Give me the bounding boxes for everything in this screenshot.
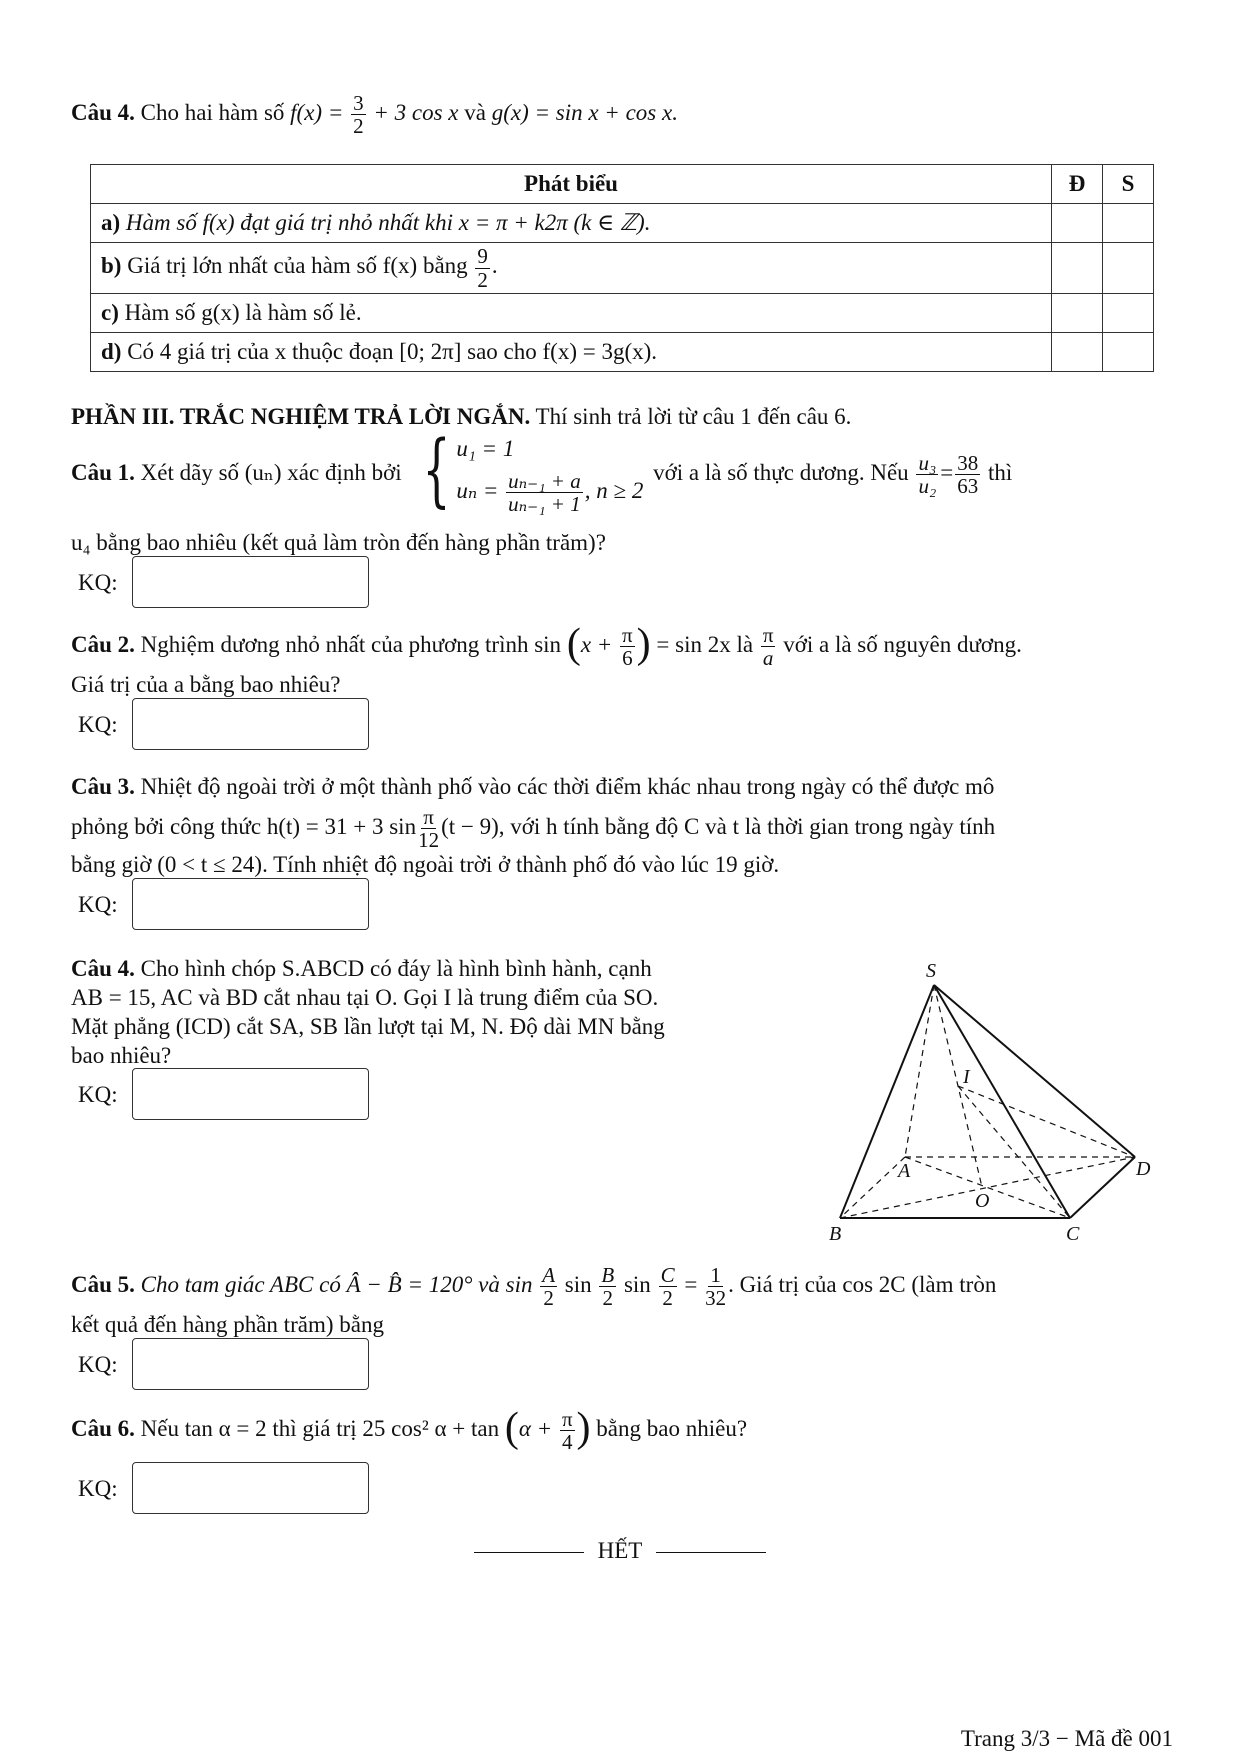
- label-O: O: [975, 1190, 990, 1212]
- q3-line1: Câu 3. Nhiệt độ ngoài trời ở một thành phố vào các thời điểm khác nhau trong ngày có thể được mô: [71, 774, 995, 799]
- q5-line2: kết quả đến hàng phần trăm) bằng: [71, 1312, 384, 1337]
- q5-answer-box[interactable]: [132, 1338, 369, 1390]
- q6-label: Câu 6.: [71, 1415, 135, 1441]
- edge-SC: [934, 985, 1070, 1218]
- q4-answer-box[interactable]: [132, 1068, 369, 1120]
- header-true: Đ: [1052, 165, 1103, 204]
- kq-label: KQ:: [78, 1082, 118, 1107]
- q1-statement: Câu 1. Xét dãy số (uₙ) xác định bởi { u₁ = 1 uₙ = $\frac{\text{uₙ₋₁ + a}}{\text{uₙ₋₁ + 1}}$ , n ≥ 2 với a là số thực dương. Nếu $\frac{\text{u₃}}{\text{u₂}}$ = $\frac{38}{63}$ thì: [71, 423, 1013, 517]
- header-false: S: [1103, 165, 1154, 204]
- f-definition: f(x) =: [290, 99, 344, 125]
- q4-text: Cho hai hàm số: [140, 99, 285, 125]
- q2-answer: [78, 710, 118, 740]
- table-row: [91, 204, 1154, 243]
- q1-answer: [78, 568, 118, 598]
- part3-title: PHẦN III. TRẮC NGHIỆM TRẢ LỜI NGẮN.: [71, 404, 531, 429]
- label-B: B: [829, 1223, 842, 1245]
- ratio-u3-u2: $\frac{\text{u₃}}{\text{u₂}}$: [918, 450, 937, 498]
- edge-SA: [905, 985, 934, 1157]
- pyramid-figure: [820, 955, 1160, 1255]
- statement-d: d) Có 4 giá trị của x thuộc đoạn [0; 2π] sao cho f(x) = 3g(x).: [91, 333, 1052, 372]
- table-header-row: [91, 165, 1154, 204]
- edge-AB: [840, 1157, 905, 1218]
- q4-line1: Câu 4. Cho hình chóp S.ABCD có đáy là hình bình hành, cạnh: [71, 956, 652, 981]
- q5-statement: Câu 5. Cho tam giác ABC có Â − B̂ = 120° và sin $\frac{A}{2}$ sin $\frac{B}{2}$ sin $\frac{C}{2}$ = $\frac{1}{32}$ . Giá trị của cos 2C (làm tròn: [71, 1263, 997, 1311]
- q5-label: Câu 5.: [71, 1271, 135, 1297]
- statement-a: a) Hàm số f(x) đạt giá trị nhỏ nhất khi x = π + k2π (k ∈ ℤ).: [91, 204, 1052, 243]
- label-C: C: [1066, 1223, 1080, 1245]
- checkbox-a-false[interactable]: [1103, 204, 1154, 243]
- part3-header: [71, 402, 1171, 432]
- fraction-3-2: $\frac{3}{2}$: [353, 91, 364, 139]
- label-I: I: [963, 1066, 970, 1088]
- q6-statement: Câu 6. Nếu tan α = 2 thì giá trị 25 cos² α + tan (α + $\frac{\pi}{4}$ ) bằng bao nhiêu?: [71, 1404, 748, 1455]
- q1-answer-box[interactable]: [132, 556, 369, 608]
- q5-answer: [78, 1350, 118, 1380]
- q2-statement: Câu 2. Nghiệm dương nhỏ nhất của phương trình sin (x + $\frac{\pi}{6}$ ) = sin 2x là $\frac{\pi}{a}$ với a là số nguyên dương.: [71, 620, 1022, 671]
- checkbox-c-true[interactable]: [1052, 294, 1103, 333]
- q4-label: Câu 4.: [71, 956, 135, 981]
- q3-answer: [78, 890, 118, 920]
- kq-label: KQ:: [78, 712, 118, 737]
- label-A: A: [898, 1160, 911, 1182]
- and-word: và: [464, 99, 486, 125]
- kq-label: KQ:: [78, 1352, 118, 1377]
- end-rule-left: [474, 1552, 584, 1553]
- fraction-38-63: $\frac{38}{63}$: [957, 450, 979, 498]
- q6-answer: [78, 1474, 118, 1504]
- f-definition-tail: + 3 cos x: [373, 99, 459, 125]
- checkbox-b-false[interactable]: [1103, 243, 1154, 294]
- checkbox-b-true[interactable]: [1052, 243, 1103, 294]
- checkbox-c-false[interactable]: [1103, 294, 1154, 333]
- q4-line3: Mặt phẳng (ICD) cắt SA, SB lần lượt tại M, N. Độ dài MN bằng: [71, 1014, 665, 1039]
- statement-c: c) Hàm số g(x) là hàm số lẻ.: [91, 294, 1052, 333]
- q3-answer-box[interactable]: [132, 878, 369, 930]
- q1-text-b: với a là số thực dương. Nếu: [653, 459, 909, 485]
- kq-label: KQ:: [78, 570, 118, 595]
- q2-label: Câu 2.: [71, 631, 135, 657]
- q2-line2: Giá trị của a bằng bao nhiêu?: [71, 672, 341, 697]
- q1-line2: u₄ bằng bao nhiêu (kết quả làm tròn đến hàng phần trăm)?: [71, 530, 606, 555]
- part3-instruction: Thí sinh trả lời từ câu 1 đến câu 6.: [535, 404, 852, 429]
- sequence-system: { u₁ = 1 uₙ = $\frac{\text{uₙ₋₁ + a}}{\text{uₙ₋₁ + 1}}$ , n ≥ 2: [422, 423, 644, 517]
- checkbox-a-true[interactable]: [1052, 204, 1103, 243]
- page-footer: Trang 3/3 − Mã đề 001: [960, 1726, 1173, 1751]
- q4-line2: AB = 15, AC và BD cắt nhau tại O. Gọi I là trung điểm của SO.: [71, 985, 659, 1010]
- q4-line4: bao nhiêu?: [71, 1043, 172, 1068]
- table-row: [91, 333, 1154, 372]
- q1-text-c: thì: [987, 459, 1013, 485]
- kq-label: KQ:: [78, 1476, 118, 1501]
- checkbox-d-false[interactable]: [1103, 333, 1154, 372]
- end-marker: [0, 1536, 1240, 1566]
- table-row: [91, 243, 1154, 294]
- q4-statement: [71, 92, 1171, 137]
- end-rule-right: [656, 1552, 766, 1553]
- g-definition: g(x) = sin x + cos x.: [491, 99, 678, 125]
- label-S: S: [926, 960, 936, 982]
- q4-label: Câu 4.: [71, 99, 135, 125]
- line-ID: [958, 1086, 1135, 1157]
- q3-label: Câu 3.: [71, 774, 135, 799]
- q1-label: Câu 1.: [71, 459, 135, 485]
- q4-answer: [78, 1080, 118, 1110]
- statement-b: b) Giá trị lớn nhất của hàm số f(x) bằng $\frac{9}{2}$ .: [91, 243, 1052, 294]
- kq-label: KQ:: [78, 892, 118, 917]
- header-statement: Phát biểu: [91, 165, 1052, 204]
- q3-line2: phỏng bởi công thức h(t) = 31 + 3 sin $\frac{\pi}{12}$ (t − 9), với h tính bằng độ C và t là thời gian trong ngày tính: [71, 805, 996, 853]
- q6-answer-box[interactable]: [132, 1462, 369, 1514]
- q3-line3: bằng giờ (0 < t ≤ 24). Tính nhiệt độ ngoài trời ở thành phố đó vào lúc 19 giờ.: [71, 852, 780, 877]
- checkbox-d-true[interactable]: [1052, 333, 1103, 372]
- edge-SB: [840, 985, 934, 1218]
- label-D: D: [1136, 1158, 1151, 1180]
- true-false-table: [90, 164, 1154, 372]
- q1-text: Xét dãy số (uₙ) xác định bởi: [140, 459, 402, 485]
- table-row: [91, 294, 1154, 333]
- end-text: HẾT: [597, 1538, 643, 1563]
- edge-CD: [1070, 1157, 1135, 1218]
- q2-answer-box[interactable]: [132, 698, 369, 750]
